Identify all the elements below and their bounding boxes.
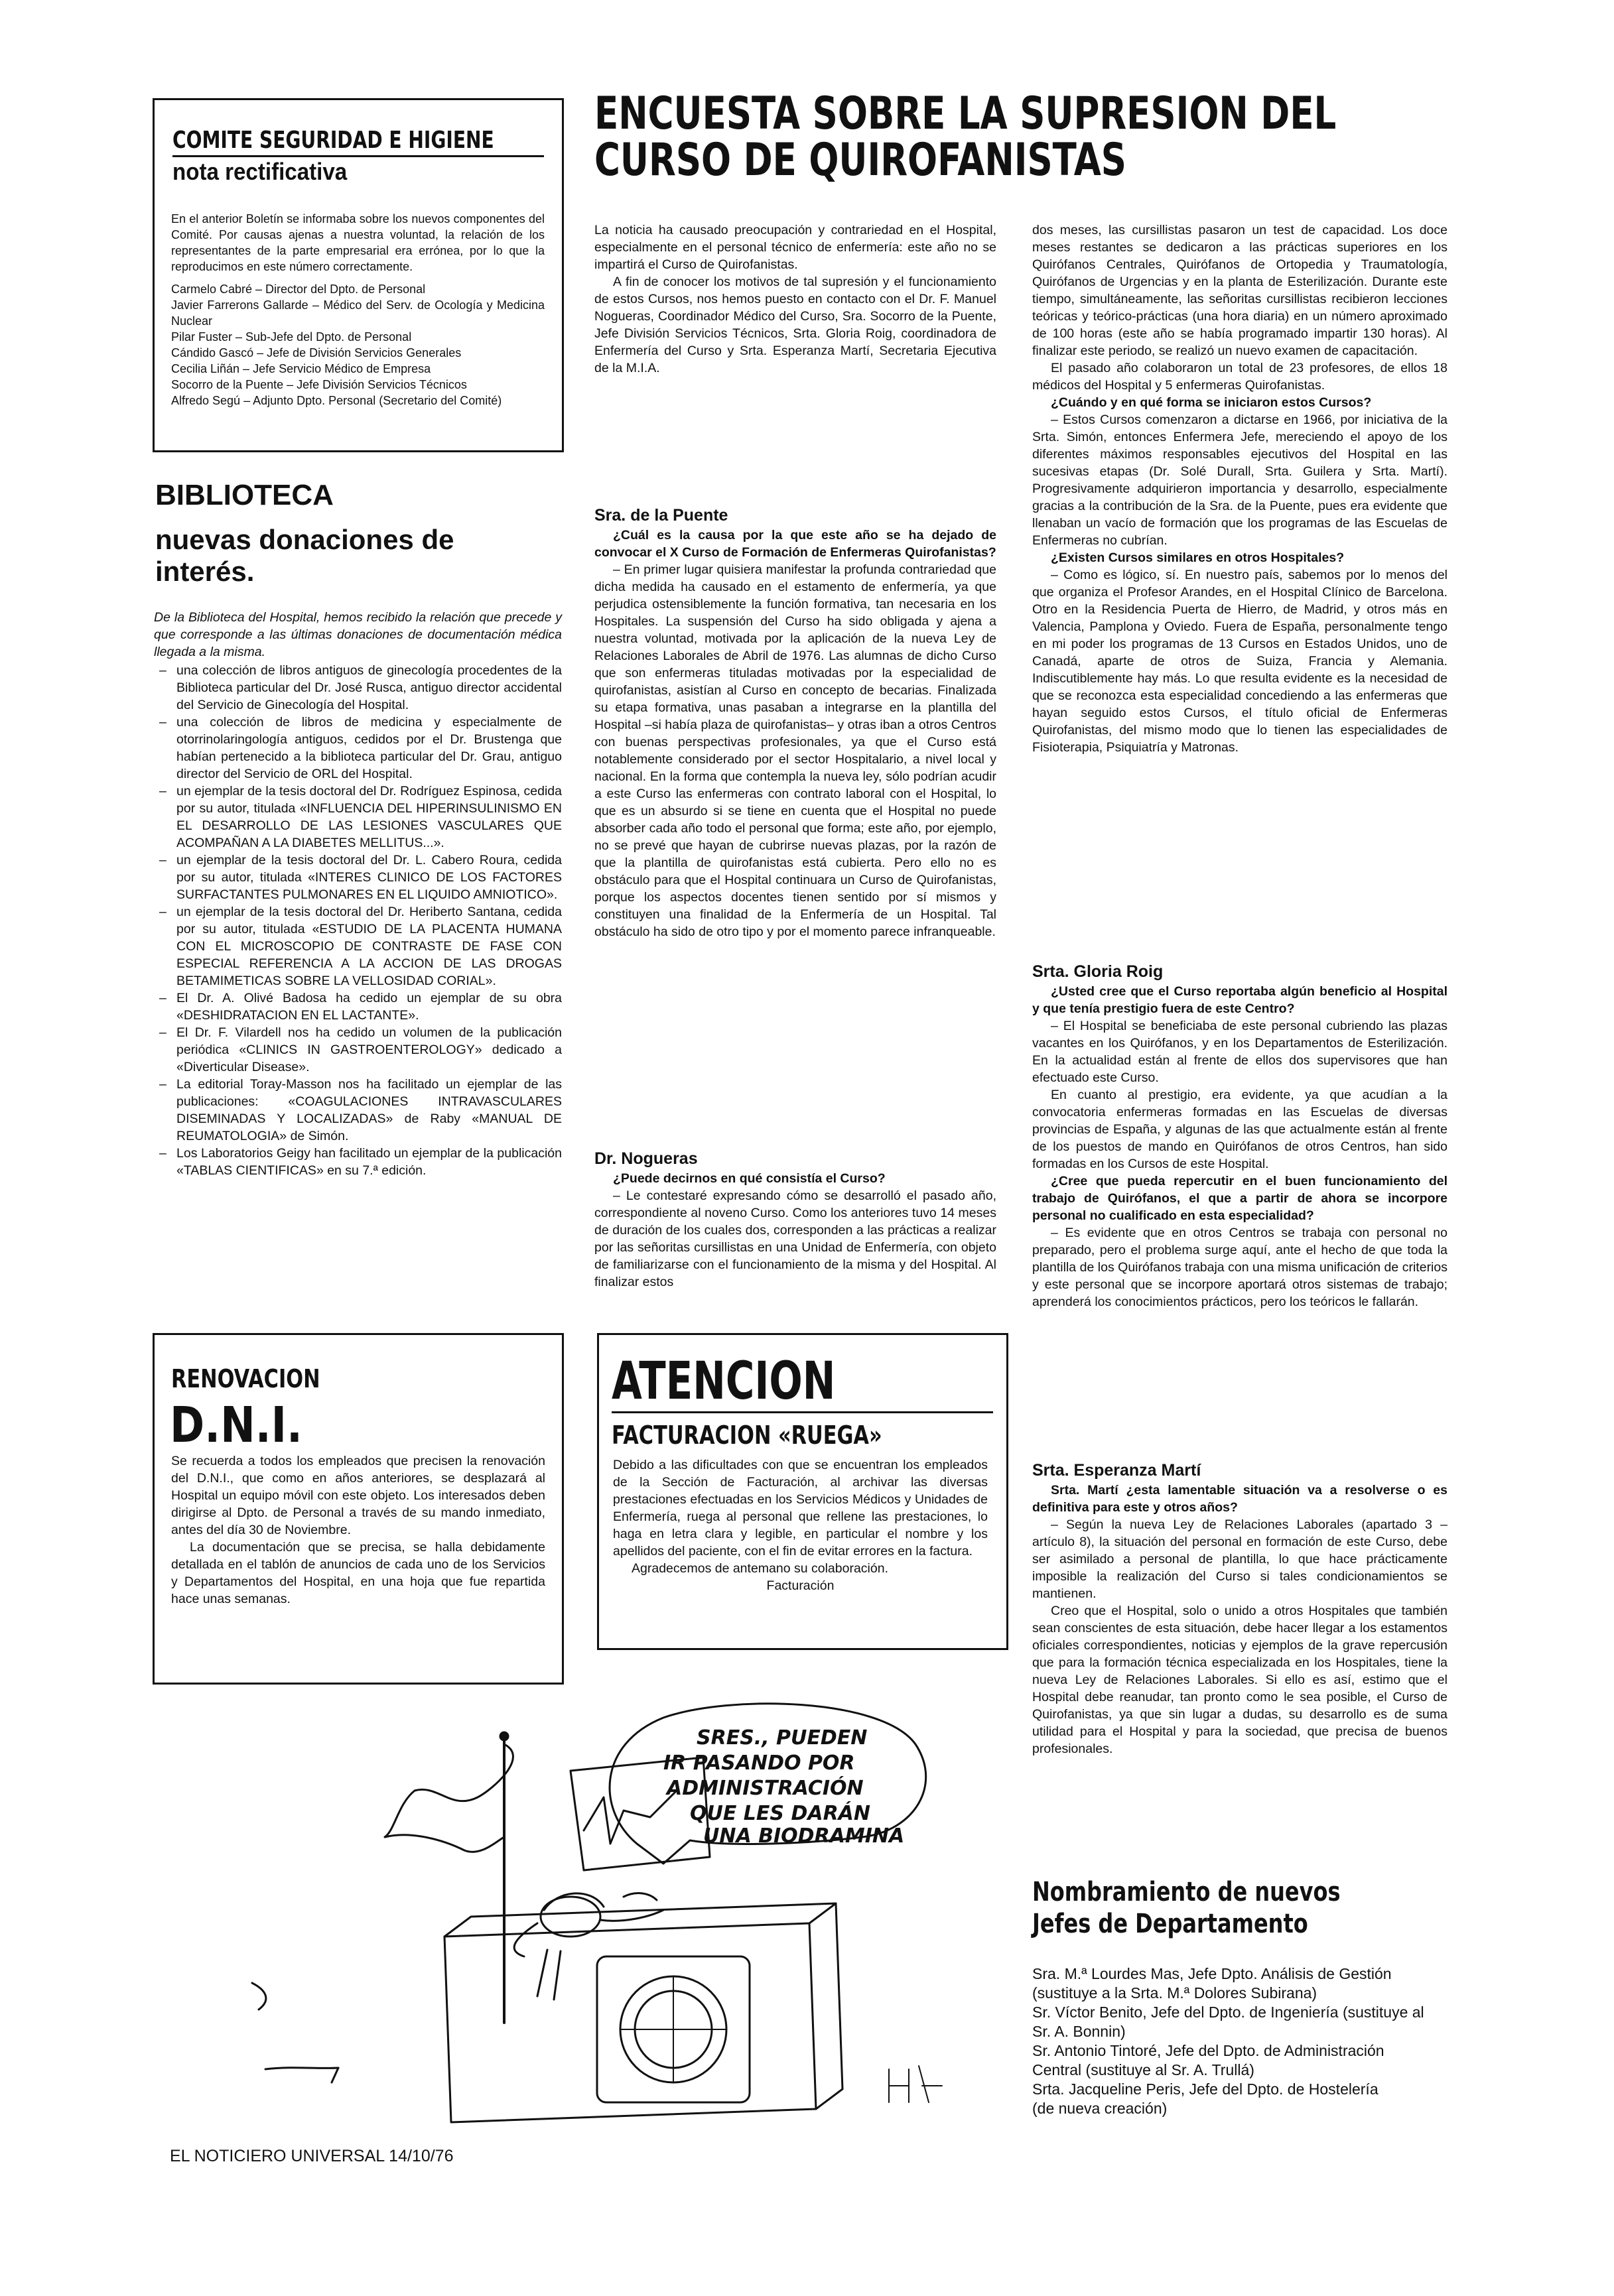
speech-line: ADMINISTRACIÓN [667,1777,864,1800]
answer-existen: – Como es lógico, sí. En nuestro país, sabemos por lo menos del que organiza el Profesor Arandes, en el Hospital Clínico de Barcelona. Otro en la Residencia Puerta de Hierro, de Madrid, y otros más en Valencia, Pamplona y Oviedo. Fuera de España, personalmente tengo en mi poder los programas de 13 Cursos en Estados Unidos, uno de Canadá, aparte de otros de Suiza, Francia y Alemania. Indiscutiblemente hay más. Lo que resulta evidente es la necesidad de que se reconozca esta especialidad concediendo a las enfermeras que hayan seguido estos Cursos, el título oficial de Enfermeras Quirofanistas, del mismo modo que lo tienen las especialidades de Fisioterapia, Psiquiatría y Matronas. [1032,568,1447,755]
nombramiento-list [1032,1964,1430,2118]
donation-list [154,662,562,1179]
atencion-rule [612,1411,993,1413]
renovacion-title: D.N.I. [170,1397,303,1454]
answer-cuando: – Estos Cursos comenzaron a dictarse en 1966, por iniciativa de la Srta. Simón, entonces Enfermera Jefe, mereciendo el apoyo de los diferentes máximos responsables ejecutivos del Hospital en las sucesivas etapas (Dr. Solé Durall, Srta. Guilera y Srta. Martí). Progresivamente adquirieron importancia y desarrollo, especialmente gracias a la contribución de la Sra. de la Puente, pues era evidente que llenaban un vacío de formación que los programas de las Escuelas de Enfermeras no cubrían. [1032,413,1447,548]
comite-member: Pilar Fuster – Sub-Jefe del Dpto. de Personal [171,330,412,344]
appointment-entry: Sr. Antonio Tintoré, Jefe del Dpto. de Administración Central (sustituye al Sr. A. Trullá) [1032,2042,1384,2078]
puente-section [594,504,996,940]
list-item: – un ejemplar de la tesis doctoral del Dr. Heriberto Santana, cedida por su autor, titulada «ESTUDIO DE LA PLACENTA HUMANA CON EL MICROSCOPIO DE CONTRASTE DE FASE CON ESPECIAL REFERENCIA A LA ACCION DE LAS DROGAS BETAMIMETICAS SOBRE LA VELLOSIDAD CORIAL». [154,903,562,989]
biblioteca-title: BIBLIOTECA [155,479,334,511]
comite-intro: En el anterior Boletín se informaba sobre los nuevos componentes del Comité. Por causas ajenas a nuestra voluntad, la relación de los representantes de la parte empresarial era errónea, por lo que la reproducimos en este número correctamente. [171,212,545,273]
nombramiento-title-2: Jefes de Departamento [1032,1909,1308,1939]
roig-answer-1: – El Hospital se beneficiaba de este personal cubriendo las plazas vacantes en los Quirófanos, y en los Departamentos de Esterilización. En la actualidad están al frente de ellos dos supervisores que han efectuado este Curso. [1032,1019,1447,1085]
encuesta-col-middle [594,222,996,377]
cartoon-illustration [226,1698,969,2155]
marti-name: Srta. Esperanza Martí [1032,1461,1201,1480]
renovacion-p2: La documentación que se precisa, se halla debidamente detallada en el tablón de anuncios de cada uno de los Servicios y Departamentos del Hospital, en una hoja que fue repartida hace unas semanas. [171,1540,545,1606]
comite-title [172,126,544,157]
roig-question-1: ¿Usted cree que el Curso reportaba algún beneficio al Hospital y que tenía prestigio fuera de este Centro? [1032,984,1447,1016]
appointment-entry: Sr. Víctor Benito, Jefe del Dpto. de Ingeniería (sustituye al Sr. A. Bonnin) [1032,2004,1424,2040]
comite-member: Socorro de la Puente – Jefe División Servicios Técnicos [171,378,467,391]
list-item: – El Dr. A. Olivé Badosa ha cedido un ejemplar de su obra «DESHIDRATACION EN EL LACTANTE». [154,989,562,1024]
list-item: – Los Laboratorios Geigy han facilitado un ejemplar de la publicación «TABLAS CIENTIFICAS» en su 7.ª edición. [154,1145,562,1179]
nogueras-cont: dos meses, las cursillistas pasaron un test de capacidad. Los doce meses restantes se dedicaron a las prácticas superiores en los Quirófanos Centrales, Quirófanos de Ortopedia y Traumatología, Quirófanos de Urgencias y en la planta de Esterilización. Durante este tiempo, simultáneamente, las señoritas cursillistas recibieron lecciones teóricas y teórico-prácticas (una hora diaria) en un número aproximado de 100 horas (este año se había programado impartir 130 horas). Al finalizar este periodo, se realizó un nuevo examen de capacitación. [1032,223,1447,358]
atencion-body [613,1456,988,1594]
list-item: – un ejemplar de la tesis doctoral del Dr. L. Cabero Roura, cedida por su autor, titulada «INTERES CLINICO DE LOS FACTORES SURFACTANTES PULMONARES EN EL LIQUIDO AMNIOTICO». [154,852,562,903]
atencion-title: ATENCION [612,1352,836,1411]
question-cuando: ¿Cuándo y en qué forma se iniciaron estos Cursos? [1051,395,1372,410]
atencion-sign: Facturación [766,1578,835,1593]
atencion-p1: Debido a las dificultades con que se encuentran los empleados de la Sección de Facturación, al archivar las diversas prestaciones efectuadas en los Servicios Médicos y Unidades de Enfermería, ruega al personal que rellene las prestaciones, lo haga en letra clara y legible, en particular el nombre y los apellidos del paciente, con el fin de evitar errores en la factura. [613,1458,988,1559]
marti-answer: – Según la nueva Ley de Relaciones Laborales (apartado 3 – artículo 8), la situación del personal en formación de este Curso, debe ser asimilado a personal de plantilla, lo que hace prácticamente imposible la realización del Curso si tales condicionamientos se mantienen. [1032,1517,1447,1601]
marti-answer-2: Creo que el Hospital, solo o unido a otros Hospitales que también sean conscientes de esta situación, debe hacer llegar a los estamentos oficiales correspondientes, noticias y ejemplos de la grave repercusión que para la formación técnica especializada en los Hospitales, tiene la nueva Ley de Relaciones Laborales. Si ello es así, estimo que el Hospital debe reanudar, tan pronto como le sea posible, el Curso de Quirofanistas, ya que sin lugar a dudas, su desarrollo es de suma utilidad para el Hospital y para la sociedad, que precisa de buenos profesionales. [1032,1604,1447,1756]
comite-member: Cándido Gascó – Jefe de División Servicios Generales [171,346,462,359]
roig-question-2: ¿Cree que pueda repercutir en el buen funcionamiento del trabajo de Quirófanos, el que a partir de ahora se incorpore personal no cualificado en esta especialidad? [1032,1174,1447,1223]
roig-name: Srta. Gloria Roig [1032,962,1164,981]
nogueras-section [594,1147,996,1291]
atencion-subtitle: FACTURACION «RUEGA» [612,1421,882,1450]
list-item: – un ejemplar de la tesis doctoral del Dr. Rodríguez Espinosa, cedida por su autor, titulada «INFLUENCIA DEL HIPERINSULINISMO EN EL DESARROLLO DE LAS LESIONES VASCULARES QUE ACOMPAÑAN A LA DIABETES MELLITUS...». [154,783,562,852]
question-existen: ¿Existen Cursos similares en otros Hospitales? [1051,550,1345,565]
atencion-thanks: Agradecemos de antemano su colaboración. [632,1561,888,1576]
roig-answer-1b: En cuanto al prestigio, era evidente, ya que acudían a la convocatoria enfermeras formadas en las Escuelas de diversas provincias de España, y algunas de las que actualmente están al frente de los puestos de mando en Quirófanos de otros Centros, han sido formadas en los Cursos de este Hospital. [1032,1088,1447,1171]
puente-answer: – En primer lugar quisiera manifestar la profunda contrariedad que dicha medida ha causado en el estamento de enfermería, ya que perjudica ostensiblemente la función formativa, tan necesaria en los Hospitales. La suspensión del Curso ha sido obligada y ajena a nuestra voluntad, motivada por la aplicación de la nueva Ley de Relaciones Laborales de Abril de 1976. Las alumnas de dicho Curso que son enfermeras tituladas motivadas por la especialidad de quirofanistas, asistían al Curso en concepto de becarias. Finalizada su etapa formativa, unas pasaban a integrarse en la plantilla del Hospital –si había plaza de quirofanistas– y otras iban a otros Centros con buenas perspectivas profesionales, ya que el Curso está notablemente considerado por el sector Hospitalario, a nivel local y nacional. En la forma que contempla la nueva ley, sólo podrían acudir a este Curso las enfermeras con contrato laboral con el Hospital, lo que es un absurdo si se tiene en cuenta que el Hospital no puede absorber cada año todo el personal que forma; este año, por ejemplo, no se prevé que hayan de cubrirse nuevas plazas, por la razón de que la plantilla de quirofanistas está cubierta. Pero ello no es obstáculo para que el Hospital continuara un Curso de Quirofanistas, porque los aspectos docentes tienen sentido por sí mismos y constituyen una finalidad de la Enfermería de un Hospital. Tal obstáculo ha sido de otro tipo y por el momento parece infranqueable. [594,562,996,939]
nogueras-name: Dr. Nogueras [594,1149,698,1168]
speech-line: SRES., PUEDEN [697,1726,868,1750]
roig-section [1032,960,1447,1310]
encuesta-title-line2: CURSO DE QUIROFANISTAS [594,134,1126,186]
renovacion-kicker: RENOVACION [171,1364,320,1393]
encuesta-col-right [1032,222,1447,756]
encuesta-intro2: A fin de conocer los motivos de tal supresión y el funcionamiento de estos Cursos, nos hemos puesto en contacto con el Dr. F. Manuel Nogueras, Coordinador Médico del Curso, Sra. Socorro de la Puente, Jefe División Servicios Técnicos, Srta. Gloria Roig, coordinadora de Enfermería del Curso y Srta. Esperanza Martí, Secretaria Ejecutiva de la M.I.A. [594,275,996,375]
encuesta-title-line1: ENCUESTA SOBRE LA SUPRESION DEL [594,88,1337,140]
comite-body [171,211,545,409]
list-item: – La editorial Toray-Masson nos ha facilitado un ejemplar de las publicaciones: «COAGULACIONES INTRAVASCULARES DISEMINADAS Y LOCALIZADAS» de Raby «MANUAL DE REUMATOLOGIA» de Simón. [154,1076,562,1145]
comite-member: Cecilia Liñán – Jefe Servicio Médico de Empresa [171,362,431,375]
speech-line: QUE LES DARÁN [690,1802,871,1825]
comite-subtitle: nota rectificativa [172,158,348,185]
biblioteca-body [154,609,562,1179]
comite-title-text: COMITE SEGURIDAD E HIGIENE [172,127,494,154]
marti-section [1032,1459,1447,1757]
nombramiento-title-1: Nombramiento de nuevos [1032,1877,1341,1907]
appointment-entry: Sra. M.ª Lourdes Mas, Jefe Dpto. Análisis de Gestión (sustituye a la Srta. M.ª Dolores Subirana) [1032,1965,1392,2002]
puente-question: ¿Cuál es la causa por la que este año se ha dejado de convocar el X Curso de Formación de Enfermeras Quirofanistas? [594,528,996,560]
comite-member: Javier Farrerons Gallarde – Médico del Serv. de Ocología y Medicina Nuclear [171,298,545,328]
comite-member: Alfredo Segú – Adjunto Dpto. Personal (Secretario del Comité) [171,394,502,407]
list-item: – una colección de libros de medicina y especialmente de otorrinolaringología antiguos, cedidos por el Dr. Brustenga que habían pertenecido a la biblioteca particular del Dr. Grau, antiguo director del Servicio de ORL del Hospital. [154,714,562,783]
speech-line: UNA BIODRAMINA [703,1824,905,1848]
nogueras-answer: – Le contestaré expresando cómo se desarrolló el pasado año, correspondiente al noveno Curso. Como los anteriores tuvo 14 meses de duración de los cuales dos, corresponden a las prácticas a realizar por las señoritas cursillistas en una Unidad de Enfermería, con objeto de familiarizarse con el funcionamiento de la misma y del Hospital. Al finalizar estos [594,1188,996,1289]
nogueras-question: ¿Puede decirnos en qué consistía el Curso? [613,1171,886,1186]
biblioteca-intro: De la Biblioteca del Hospital, hemos recibido la relación que precede y que corresponde a las últimas donaciones de documentación médica llegada a la misma. [154,610,562,659]
list-item: – El Dr. F. Vilardell nos ha cedido un volumen de la publicación periódica «CLINICS IN GASTROENTEROLOGY» dedicado a «Diverticular Disease». [154,1024,562,1076]
encuesta-intro1: La noticia ha causado preocupación y contrariedad en el Hospital, especialmente en el personal técnico de enfermería: este año no se impartirá el Curso de Quirofanistas. [594,223,996,272]
comite-member: Carmelo Cabré – Director del Dpto. de Personal [171,283,426,296]
renovacion-body [171,1452,545,1608]
marti-question: Srta. Martí ¿esta lamentable situación va a resolverse o es definitiva para este y otros años? [1032,1483,1447,1515]
list-item: – una colección de libros antiguos de ginecología procedentes de la Biblioteca particular del Dr. José Rusca, antiguo director accidental del Servicio de Ginecología del Hospital. [154,662,562,714]
roig-answer-2: – Es evidente que en otros Centros se trabaja con personal no preparado, pero el problema surge aquí, ante el hecho de que toda la plantilla de los Quirófanos trabaja con una misma unificación de criterios y este personal que se incorpore aportará otros sistemas de trabajo; aprenderá los conocimientos prácticos, pero los teóricos le fallarán. [1032,1226,1447,1309]
renovacion-p1: Se recuerda a todos los empleados que precisen la renovación del D.N.I., que como en años anteriores, se desplazará al Hospital un equipo móvil con este objeto. Los interesados deben dirigirse al Dpto. de Personal a través de su mando inmediato, antes del día 30 de Noviembre. [171,1454,545,1537]
puente-name: Sra. de la Puente [594,506,728,525]
speech-line: IR PASANDO POR [663,1752,855,1775]
nogueras-cont-2: El pasado año colaboraron un total de 23 profesores, de ellos 18 médicos del Hospital y 5 enfermeras Quirofanistas. [1032,361,1447,393]
appointment-entry: Srta. Jacqueline Peris, Jefe del Dpto. de Hostelería (de nueva creación) [1032,2080,1379,2117]
biblioteca-subtitle: nuevas donaciones de interés. [155,524,454,587]
cartoon-credit: EL NOTICIERO UNIVERSAL 14/10/76 [170,2147,454,2165]
